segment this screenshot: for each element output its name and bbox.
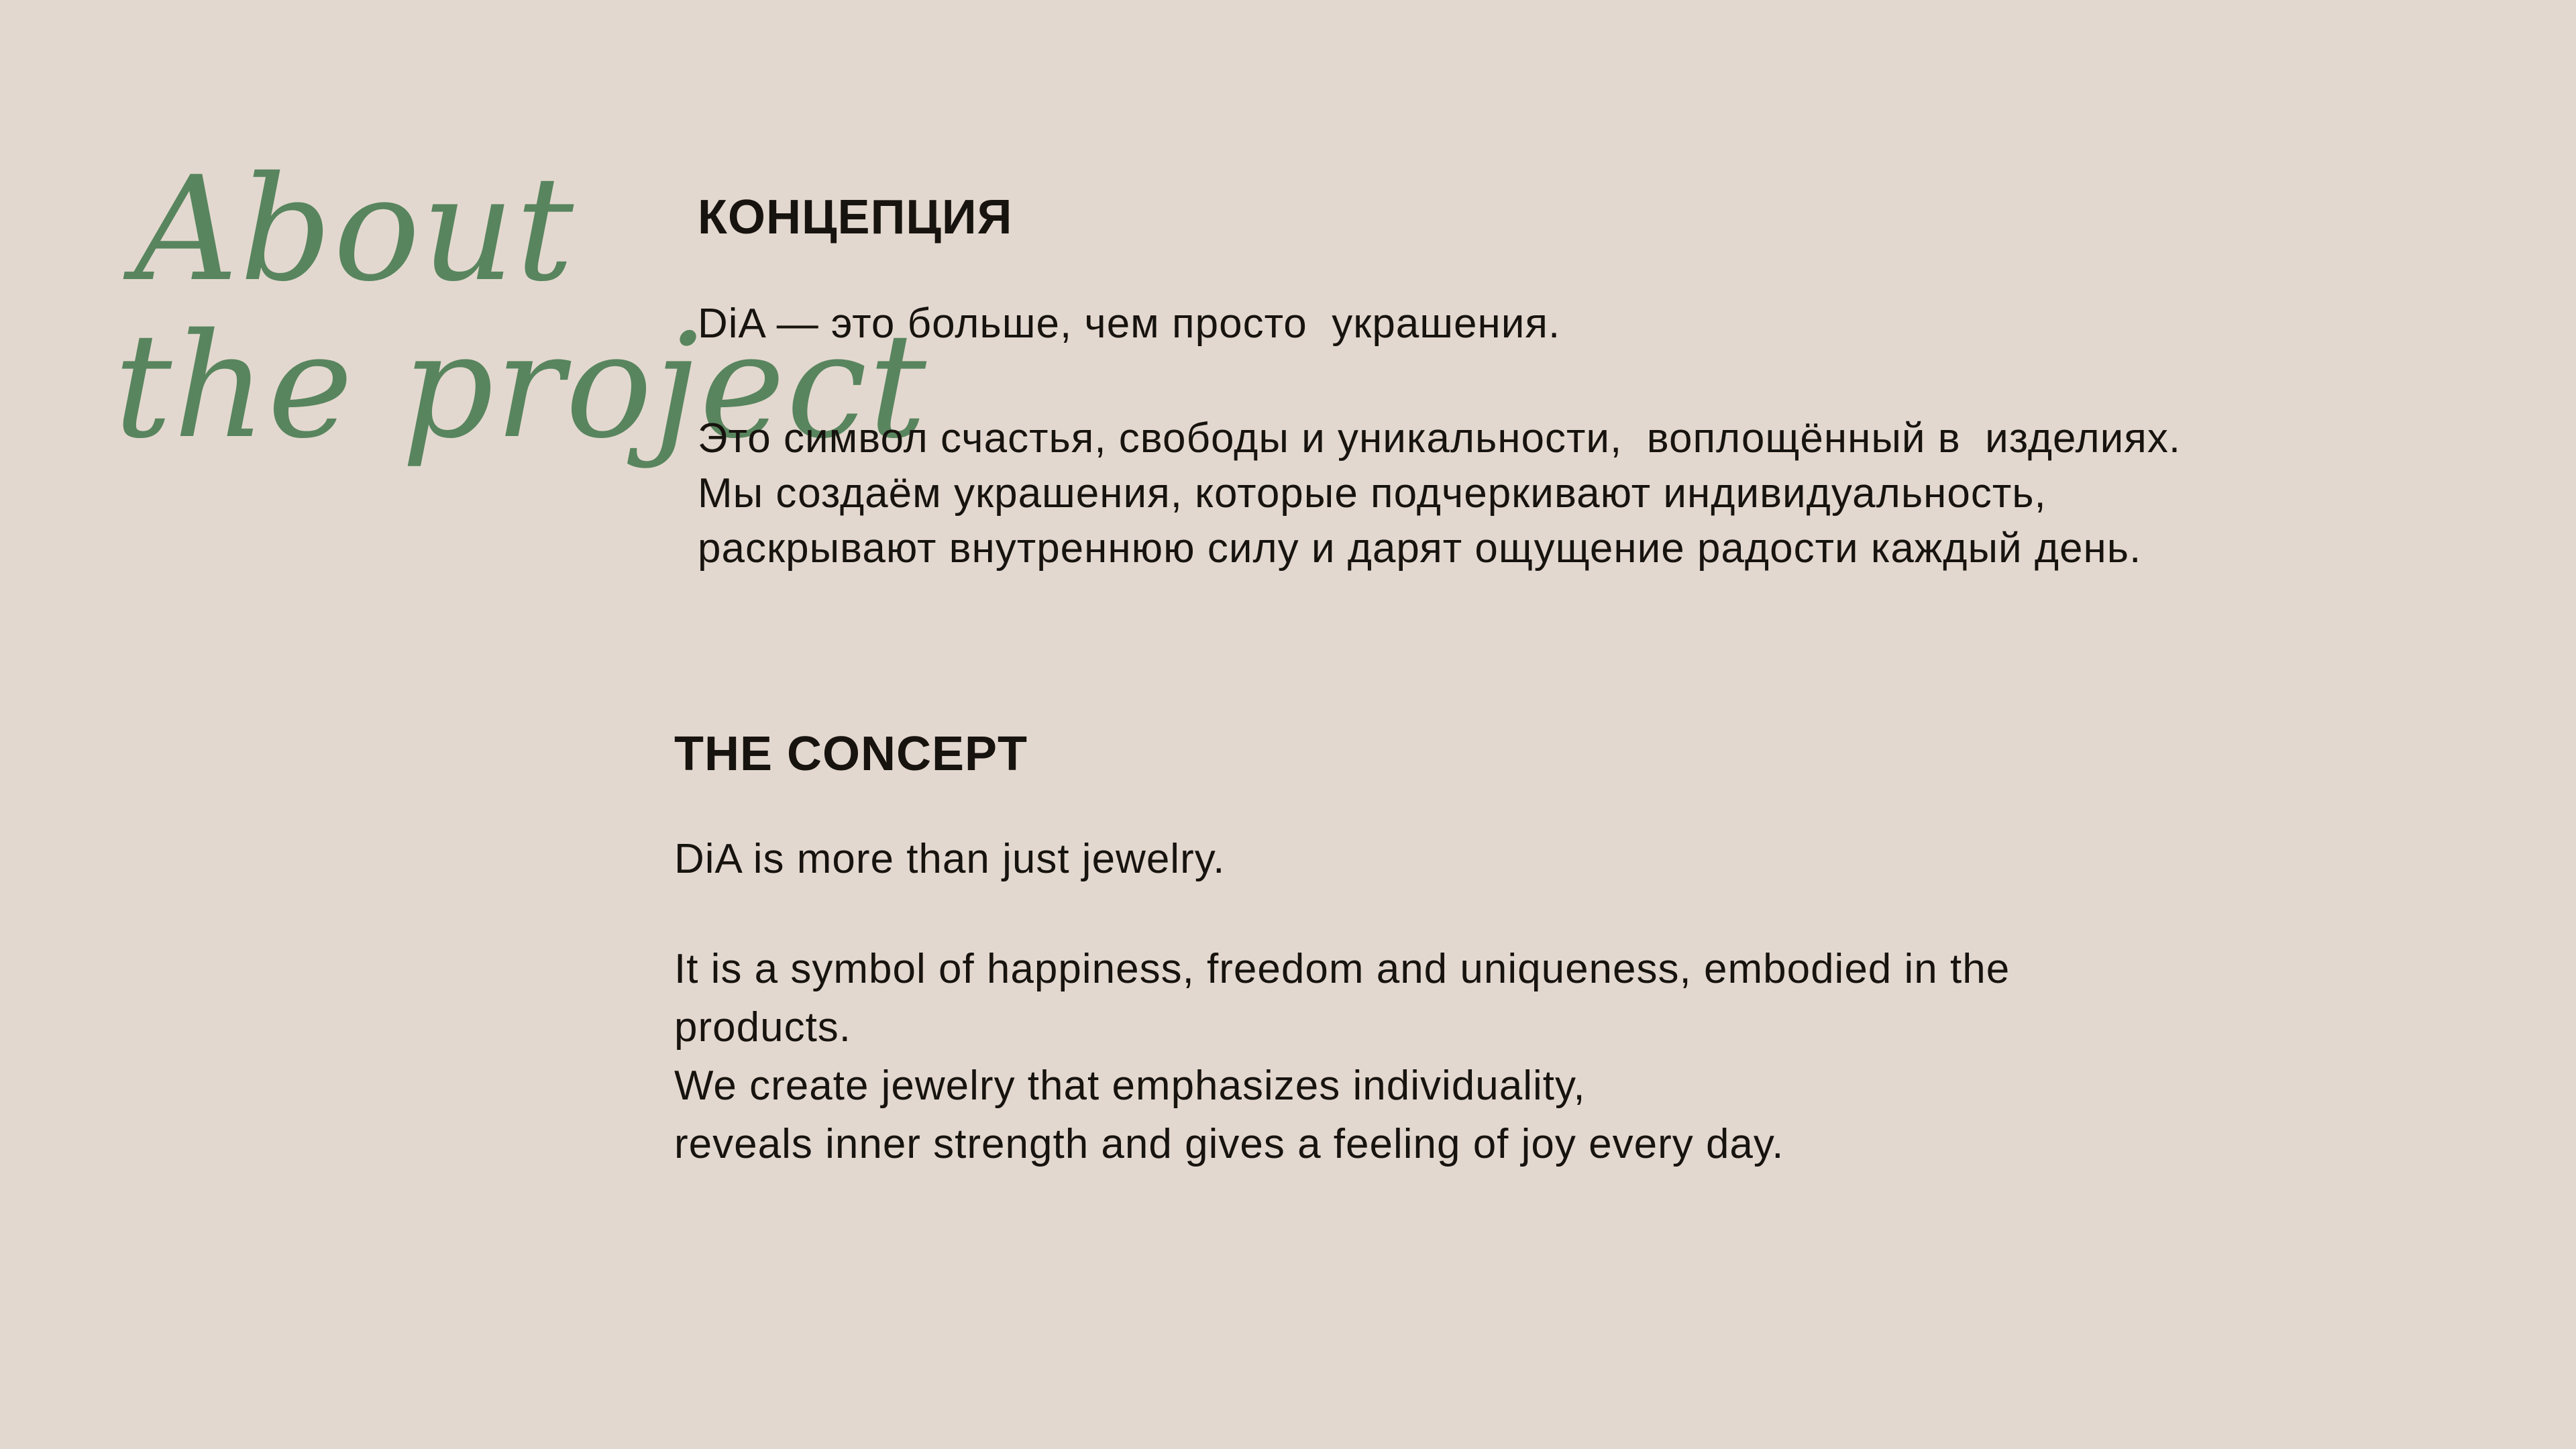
concept-ru-heading: КОНЦЕПЦИЯ [698,191,1013,244]
concept-en-paragraph [674,940,2010,1173]
concept-en-line: reveals inner strength and gives a feeling of joy every day. [674,1121,1784,1167]
concept-ru-line: Это символ счастья, свободы и уникальности, воплощённый в изделиях. [698,415,2182,462]
concept-en-intro: DiA is more than just jewelry. [674,836,1226,882]
slide-title-line1: About [134,145,576,313]
concept-ru-line: Мы создаём украшения, которые подчеркивают индивидуальность, [698,470,2047,517]
concept-ru-intro: DiA — это больше, чем просто украшения. [698,301,1561,347]
concept-en-line: It is a symbol of happiness, freedom and uniqueness, embodied in the [674,946,2010,992]
concept-en-heading: THE CONCEPT [674,727,1028,781]
concept-section-russian [698,190,2181,576]
concept-ru-line: раскрывают внутреннюю силу и дарят ощущение радости каждый день. [698,525,2142,572]
concept-en-line: We create jewelry that emphasizes individuality, [674,1063,1586,1109]
concept-ru-paragraph [698,411,2181,576]
slide-title-line2: the project [114,301,928,470]
concept-en-line: products. [674,1004,852,1051]
concept-section-english [674,727,2010,1173]
